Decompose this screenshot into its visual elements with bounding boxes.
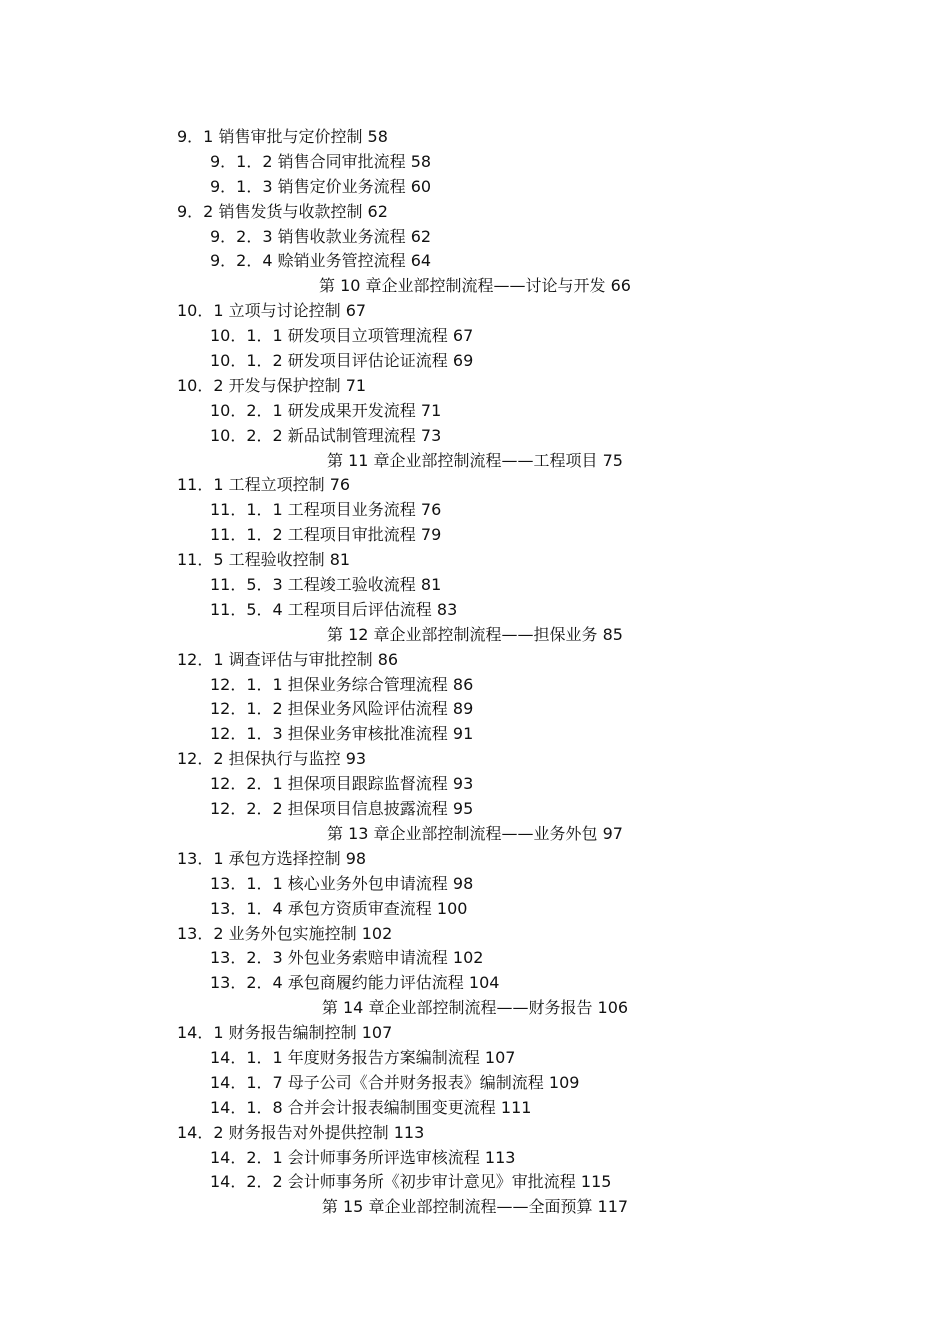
toc-section: 10．2 开发与保护控制 71 <box>177 375 367 395</box>
toc-subsection: 12．2．1 担保项目跟踪监督流程 93 <box>210 774 474 794</box>
toc-chapter-heading: 第 10 章企业部控制流程——讨论与开发 66 <box>319 276 631 296</box>
table-of-contents <box>0 125 950 1220</box>
toc-section: 13．1 承包方选择控制 98 <box>177 848 367 868</box>
toc-section: 9．2 销售发货与收款控制 62 <box>177 201 388 221</box>
toc-subsection: 13．2．3 外包业务索赔申请流程 102 <box>210 948 484 968</box>
toc-subsection: 14．2．1 会计师事务所评选审核流程 113 <box>210 1147 516 1167</box>
toc-section: 12．1 调查评估与审批控制 86 <box>177 649 399 669</box>
toc-subsection: 12．1．3 担保业务审核批准流程 91 <box>210 724 474 744</box>
toc-subsection: 14．1．8 合并会计报表编制围变更流程 111 <box>210 1097 532 1117</box>
toc-subsection: 12．1．1 担保业务综合管理流程 86 <box>210 674 474 694</box>
toc-subsection: 10．1．2 研发项目评估论证流程 69 <box>210 351 474 371</box>
toc-subsection: 9．2．4 赊销业务管控流程 64 <box>210 251 432 271</box>
toc-subsection: 10．1．1 研发项目立项管理流程 67 <box>210 326 474 346</box>
toc-subsection: 11．5．3 工程竣工验收流程 81 <box>210 575 442 595</box>
toc-subsection: 9．1．2 销售合同审批流程 58 <box>210 151 432 171</box>
toc-section: 13．2 业务外包实施控制 102 <box>177 923 393 943</box>
toc-section: 12．2 担保执行与监控 93 <box>177 749 367 769</box>
toc-subsection: 9．1．3 销售定价业务流程 60 <box>210 176 432 196</box>
toc-subsection: 14．1．7 母子公司《合并财务报表》编制流程 109 <box>210 1072 580 1092</box>
toc-subsection: 10．2．1 研发成果开发流程 71 <box>210 400 442 420</box>
toc-subsection: 13．1．4 承包方资质审查流程 100 <box>210 898 468 918</box>
toc-chapter-heading: 第 13 章企业部控制流程——业务外包 97 <box>327 823 623 843</box>
toc-subsection: 13．2．4 承包商履约能力评估流程 104 <box>210 973 500 993</box>
toc-chapter-heading: 第 11 章企业部控制流程——工程项目 75 <box>327 450 623 470</box>
toc-subsection: 14．2．2 会计师事务所《初步审计意见》审批流程 115 <box>210 1172 612 1192</box>
toc-subsection: 10．2．2 新品试制管理流程 73 <box>210 425 442 445</box>
toc-subsection: 14．1．1 年度财务报告方案编制流程 107 <box>210 1047 516 1067</box>
toc-section: 11．1 工程立项控制 76 <box>177 475 351 495</box>
toc-subsection: 12．1．2 担保业务风险评估流程 89 <box>210 699 474 719</box>
toc-subsection: 12．2．2 担保项目信息披露流程 95 <box>210 799 474 819</box>
toc-section: 11．5 工程验收控制 81 <box>177 550 351 570</box>
toc-chapter-heading: 第 14 章企业部控制流程——财务报告 106 <box>321 998 629 1018</box>
toc-section: 9．1 销售审批与定价控制 58 <box>177 127 388 146</box>
toc-chapter-heading: 第 12 章企业部控制流程——担保业务 85 <box>327 624 623 644</box>
toc-subsection: 11．5．4 工程项目后评估流程 83 <box>210 599 458 619</box>
toc-chapter-heading: 第 15 章企业部控制流程——全面预算 117 <box>321 1197 629 1217</box>
toc-subsection: 9．2．3 销售收款业务流程 62 <box>210 226 432 246</box>
toc-subsection: 11．1．1 工程项目业务流程 76 <box>210 500 442 520</box>
toc-section: 14．2 财务报告对外提供控制 113 <box>177 1122 425 1142</box>
toc-subsection: 13．1．1 核心业务外包申请流程 98 <box>210 873 474 893</box>
toc-section: 10．1 立项与讨论控制 67 <box>177 301 367 321</box>
toc-subsection: 11．1．2 工程项目审批流程 79 <box>210 525 442 545</box>
toc-section: 14．1 财务报告编制控制 107 <box>177 1023 393 1043</box>
